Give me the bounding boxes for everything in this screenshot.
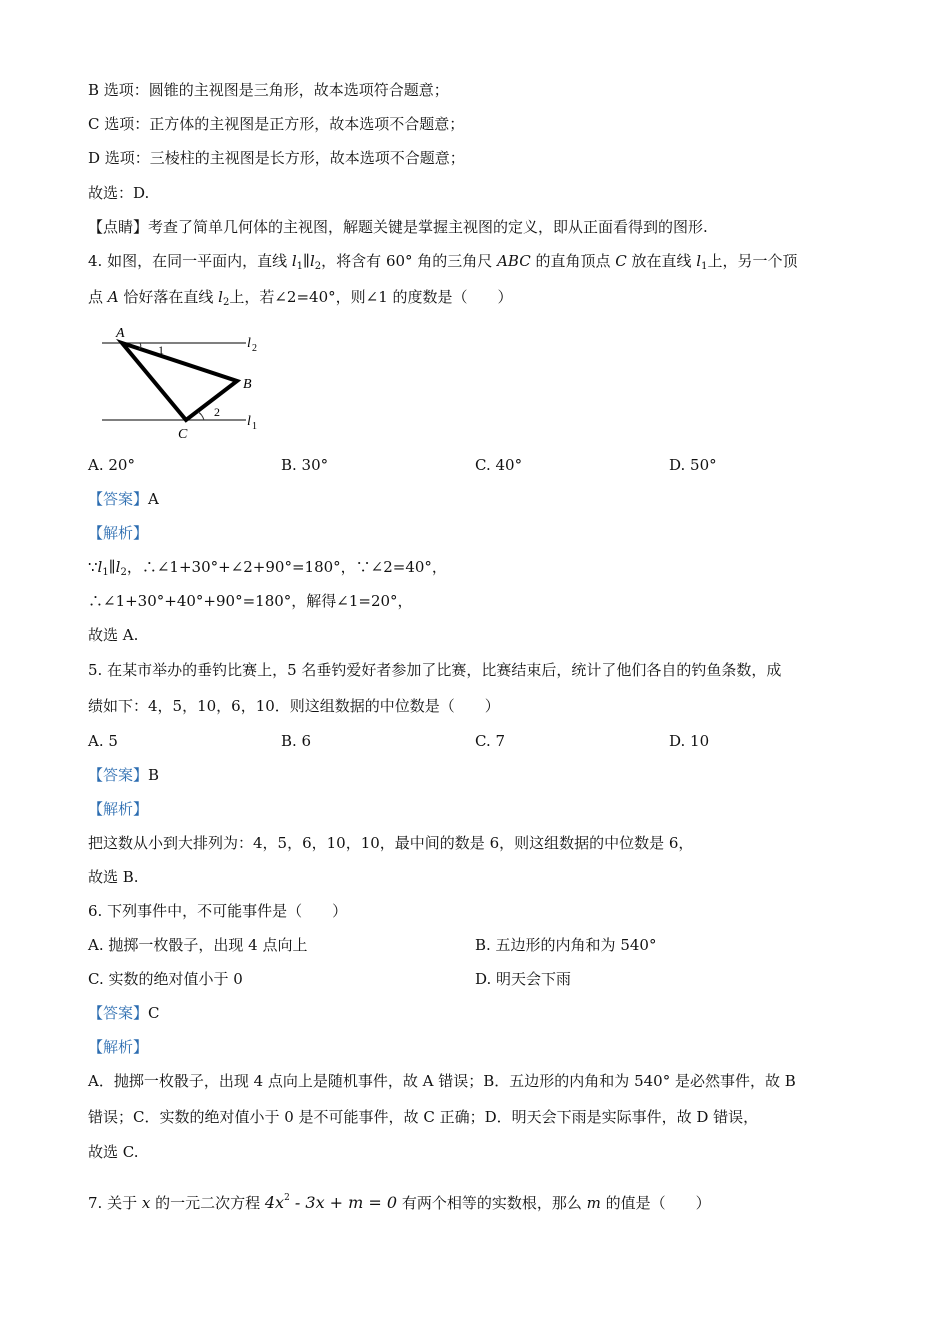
q5-analysis-tag: 【解析】: [88, 800, 149, 818]
label-l1: l: [247, 414, 251, 429]
q5-option-b: B. 6: [281, 732, 312, 750]
label-l2-sub: 2: [252, 343, 257, 354]
q6-option-c: C. 实数的绝对值小于 0: [88, 970, 243, 988]
label-angle1: 1: [158, 343, 164, 357]
q6-solution-line1: A．抛掷一枚骰子，出现 4 点向上是随机事件，故 A 错误；B．五边形的内角和为 540° 是必然事件，故 B: [88, 1072, 796, 1090]
q5-solution: 把这数从小到大排列为：4，5，6，10，10，最中间的数是 6，则这组数据的中位数是 6，: [88, 834, 694, 852]
q4-option-b: B. 30°: [281, 456, 329, 474]
q6-option-a: A. 抛掷一枚骰子，出现 4 点向上: [88, 936, 308, 954]
answer-tag: 【答案】: [88, 766, 149, 784]
q7-equation: $4x^2 - 3x + m = 0$: [264, 1193, 398, 1212]
q4-stem-line2: 点 A 恰好落在直线 $l_2$上，若∠2=40°，则∠1 的度数是（ ）: [88, 288, 513, 308]
q5-option-d: D. 10: [669, 732, 710, 750]
prev-option-d: D 选项：三棱柱的主视图是长方形，故本选项不合题意；: [88, 149, 465, 167]
q6-answer: [88, 1003, 160, 1023]
answer-tag: 【答案】: [88, 1004, 149, 1022]
q6-solution-line2: 错误；C．实数的绝对值小于 0 是不可能事件，故 C 正确；D．明天会下雨是实际事件，故 D 错误，: [88, 1108, 759, 1126]
comment-tag: 【点睛】: [88, 218, 149, 236]
comment-text: 考查了简单几何体的主视图，解题关键是掌握主视图的定义，即从正面看得到的图形.: [148, 218, 708, 236]
prev-option-c: C 选项：正方体的主视图是正方形，故本选项不合题意；: [88, 115, 465, 133]
label-c: C: [178, 427, 188, 442]
q5-stem-line1: 5. 在某市举办的垂钓比赛上，5 名垂钓爱好者参加了比赛，比赛结束后，统计了他们各自的钓鱼条数，成: [88, 661, 782, 679]
answer-value: C: [148, 1004, 160, 1022]
q5-choose: 故选 B.: [88, 868, 139, 886]
q6-stem: 6. 下列事件中，不可能事件是（ ）: [88, 902, 348, 920]
q5-answer: [88, 765, 159, 785]
q4-answer: [88, 489, 159, 509]
q6-analysis-tag: 【解析】: [88, 1038, 149, 1056]
q4-solution-line2: ∴∠1+30°+40°+90°=180°，解得∠1=20°，: [88, 592, 413, 610]
q4-option-c: C. 40°: [475, 456, 523, 474]
q6-option-d: D. 明天会下雨: [475, 970, 572, 988]
answer-value: A: [148, 490, 159, 508]
prev-choose: 故选：D.: [88, 184, 150, 202]
label-angle2: 2: [214, 405, 220, 419]
label-a: A: [116, 326, 125, 341]
q4-solution-line1: $\because l_1\parallel l_2$，∴∠1+30°+∠2+90°=180°，∵∠2=40°，: [88, 558, 447, 578]
label-l2: l: [247, 336, 251, 351]
q5-option-a: A. 5: [88, 732, 118, 750]
q4-option-d: D. 50°: [669, 456, 717, 474]
q6-option-b: B. 五边形的内角和为 540°: [475, 936, 657, 954]
answer-tag: 【答案】: [88, 490, 149, 508]
q5-stem-line2: 绩如下：4，5，10，6，10．则这组数据的中位数是（ ）: [88, 697, 500, 715]
triangle-figure: [96, 322, 276, 444]
prev-option-b: B 选项：圆锥的主视图是三角形，故本选项符合题意；: [88, 81, 449, 99]
q4-analysis-tag: 【解析】: [88, 524, 149, 542]
prev-comment: [88, 217, 708, 237]
q4-choose: 故选 A.: [88, 626, 139, 644]
label-b: B: [243, 377, 252, 392]
q6-choose: 故选 C.: [88, 1143, 139, 1161]
q4-option-a: A. 20°: [88, 456, 135, 474]
q7-stem: 7. 关于 x 的一元二次方程 $4x^2 - 3x + m = 0$ 有两个相等的实数根，那么 m 的值是（ ）: [88, 1193, 711, 1212]
angle2-arc: [198, 412, 204, 420]
q4-stem-line1: 4. 如图，在同一平面内，直线 $l_1\parallel l_2$，将含有 60° 角的三角尺 ABC 的直角顶点 C 放在直线 $l_1$上，另一个顶: [88, 252, 798, 272]
label-l1-sub: 1: [252, 421, 257, 432]
answer-value: B: [148, 766, 160, 784]
q5-option-c: C. 7: [475, 732, 506, 750]
